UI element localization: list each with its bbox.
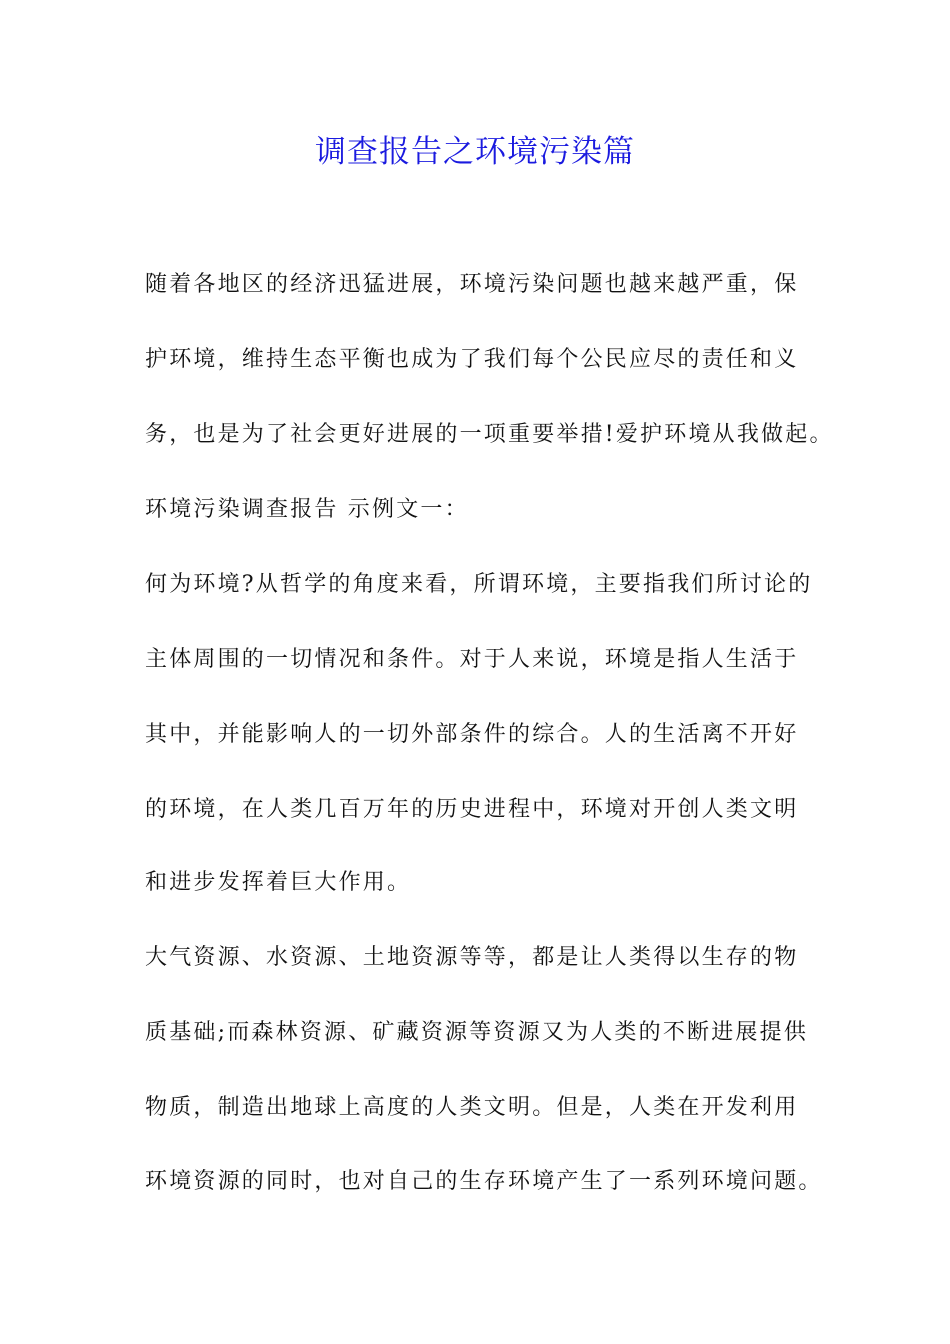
section-heading: 环境污染调查报告 示例文一： <box>145 497 469 522</box>
paragraph-line: 务，也是为了社会更好进展的一项重要举措!爱护环境从我做起。 <box>145 422 834 447</box>
paragraph-line: 物质，制造出地球上高度的人类文明。但是，人类在开发利用 <box>145 1095 799 1120</box>
paragraph-line: 大气资源、水资源、土地资源等等，都是让人类得以生存的物 <box>145 945 799 970</box>
paragraph-line: 质基础;而森林资源、矿藏资源等资源又为人类的不断进展提供 <box>145 1020 809 1045</box>
paragraph-line: 的环境，在人类几百万年的历史进程中，环境对开创人类文明 <box>145 797 799 822</box>
document-title: 调查报告之环境污染篇 <box>315 134 635 170</box>
paragraph-line: 主体周围的一切情况和条件。对于人来说，环境是指人生活于 <box>145 647 799 672</box>
paragraph-line: 和进步发挥着巨大作用。 <box>145 870 412 895</box>
paragraph-line: 何为环境?从哲学的角度来看，所谓环境，主要指我们所讨论的 <box>145 572 813 597</box>
paragraph-line: 环境资源的同时，也对自己的生存环境产生了一系列环境问题。 <box>145 1169 823 1194</box>
paragraph-line: 其中，并能影响人的一切外部条件的综合。人的生活离不开好 <box>145 722 799 747</box>
paragraph-line: 护环境，维持生态平衡也成为了我们每个公民应尽的责任和义 <box>145 347 799 372</box>
paragraph-line: 随着各地区的经济迅猛进展，环境污染问题也越来越严重，保 <box>145 272 799 297</box>
